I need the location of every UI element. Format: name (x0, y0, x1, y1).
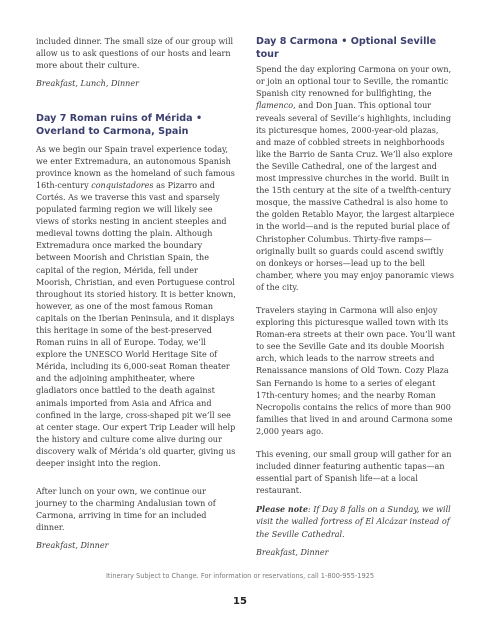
day8-heading: Day 8 Carmona • Optional Seville tour (256, 36, 437, 60)
intro-meals: Breakfast, Lunch, Dinner (36, 79, 139, 89)
day7-meals: Breakfast, Dinner (36, 541, 109, 551)
intro-paragraph: included dinner. The small size of our group will allow us to ask questions of our hosts and learn more about their culture. (36, 37, 234, 71)
left-column (36, 36, 236, 553)
note-label: Please note (256, 504, 308, 515)
day8-p1-text-b: , and Don Juan. This optional tour reveals several of Seville’s highlights, including its picturesque homes, 2000-year-old plazas, and maze of cobbled streets in neighborhoods like the Barrio de Santa Cruz. We’ll also explore the Seville Cathedral, one of the largest and most impressive churches in the world. Built in the 15th century at the site of a twelfth-century mosque, the massive Cathedral is also home to the golden Retablo Mayor, the largest altarpiece in the world—and is the reputed burial place of Christopher Columbus. Thirty-five ramps—originally built so guards could ascend swiftly on donkeys or horses—lead up to the bell chamber, where you may enjoy panoramic views of the city. (256, 101, 455, 292)
footer-text: Itinerary Subject to Change. For information or reservations, call 1-800-955-1925 (105, 572, 375, 580)
day8-note (256, 503, 456, 540)
day7-paragraph-2: After lunch on your own, we continue our journey to the charming Andalusian town of Carmona, arriving in time for an included dinner. (36, 487, 216, 533)
day7-heading: Day 7 Roman ruins of Mérida • Overland to Carmona, Spain (36, 113, 203, 137)
day8-p1-emphasis: flamenco (256, 101, 294, 111)
day8-paragraph-2: Travelers staying in Carmona will also enjoy exploring this picturesque walled town with its Roman-era streets at their own pace. You’ll want to see the Seville Gate and its double Moorish arch, which leads to the narrow streets and Renaissance mansions of Old Town. Cozy Plaza San Fernando is home to a series of elegant 17th-century homes; and the nearby Roman Necropolis contains the relics of more than 900 families that lived in and around Carmona some 2,000 years ago. (256, 305, 456, 436)
day7-p1-emphasis: conquistadores (91, 180, 154, 190)
day7-p1-text-b: as Pizarro and Cortés. As we traverse this vast and sparsely populated farming region we will likely see views of storks nesting in ancient steeples and medieval towns dotting the plain. Although Extremadura once marked the boundary between Moorish and Christian Spain, the capital of the region, Mérida, fell under Moorish, Christian, and even Portuguese control throughout its storied history. It is better known, however, as one of the most famous Roman capitals on the Iberian Peninsula, and it displays this heritage in some of the best-preserved Roman ruins in all of Europe. Today, we’ll explore the UNESCO World Heritage Site of Mérida, including its 6,000-seat Roman theater and the adjoining amphitheater, where gladiators once battled to the death against animals imported from Asia and Africa and confined in the large, cross-shaped pit we’ll see at center stage. Our expert Trip Leader will help the history and culture come alive during our discovery walk of Mérida’s old quarter, giving us deeper insight into the region. (36, 180, 236, 468)
day7-paragraph-1 (36, 144, 236, 471)
day7-p1-text-a: As we begin our Spain travel experience today, we enter Extremadura, an autonomous Spanish province known as the homeland of such famous 16th-century (36, 144, 235, 190)
right-column (256, 36, 456, 559)
day8-p1-text-a: Spend the day exploring Carmona on your own, or join an optional tour to Seville, the romantic Spanish city renowned for bullfighting, the (256, 65, 452, 99)
day8-paragraph-1 (256, 64, 456, 294)
day8-meals: Breakfast, Dinner (256, 547, 329, 557)
day8-paragraph-3: This evening, our small group will gather for an included dinner featuring authentic tapas—an essential part of Spanish life—at a local restaurant. (256, 450, 452, 496)
note-text: : If Day 8 falls on a Sunday, we will visit the walled fortress of El Alcázar instead of the Seville Cathedral. (256, 505, 451, 539)
page-number: 15 (233, 596, 247, 607)
